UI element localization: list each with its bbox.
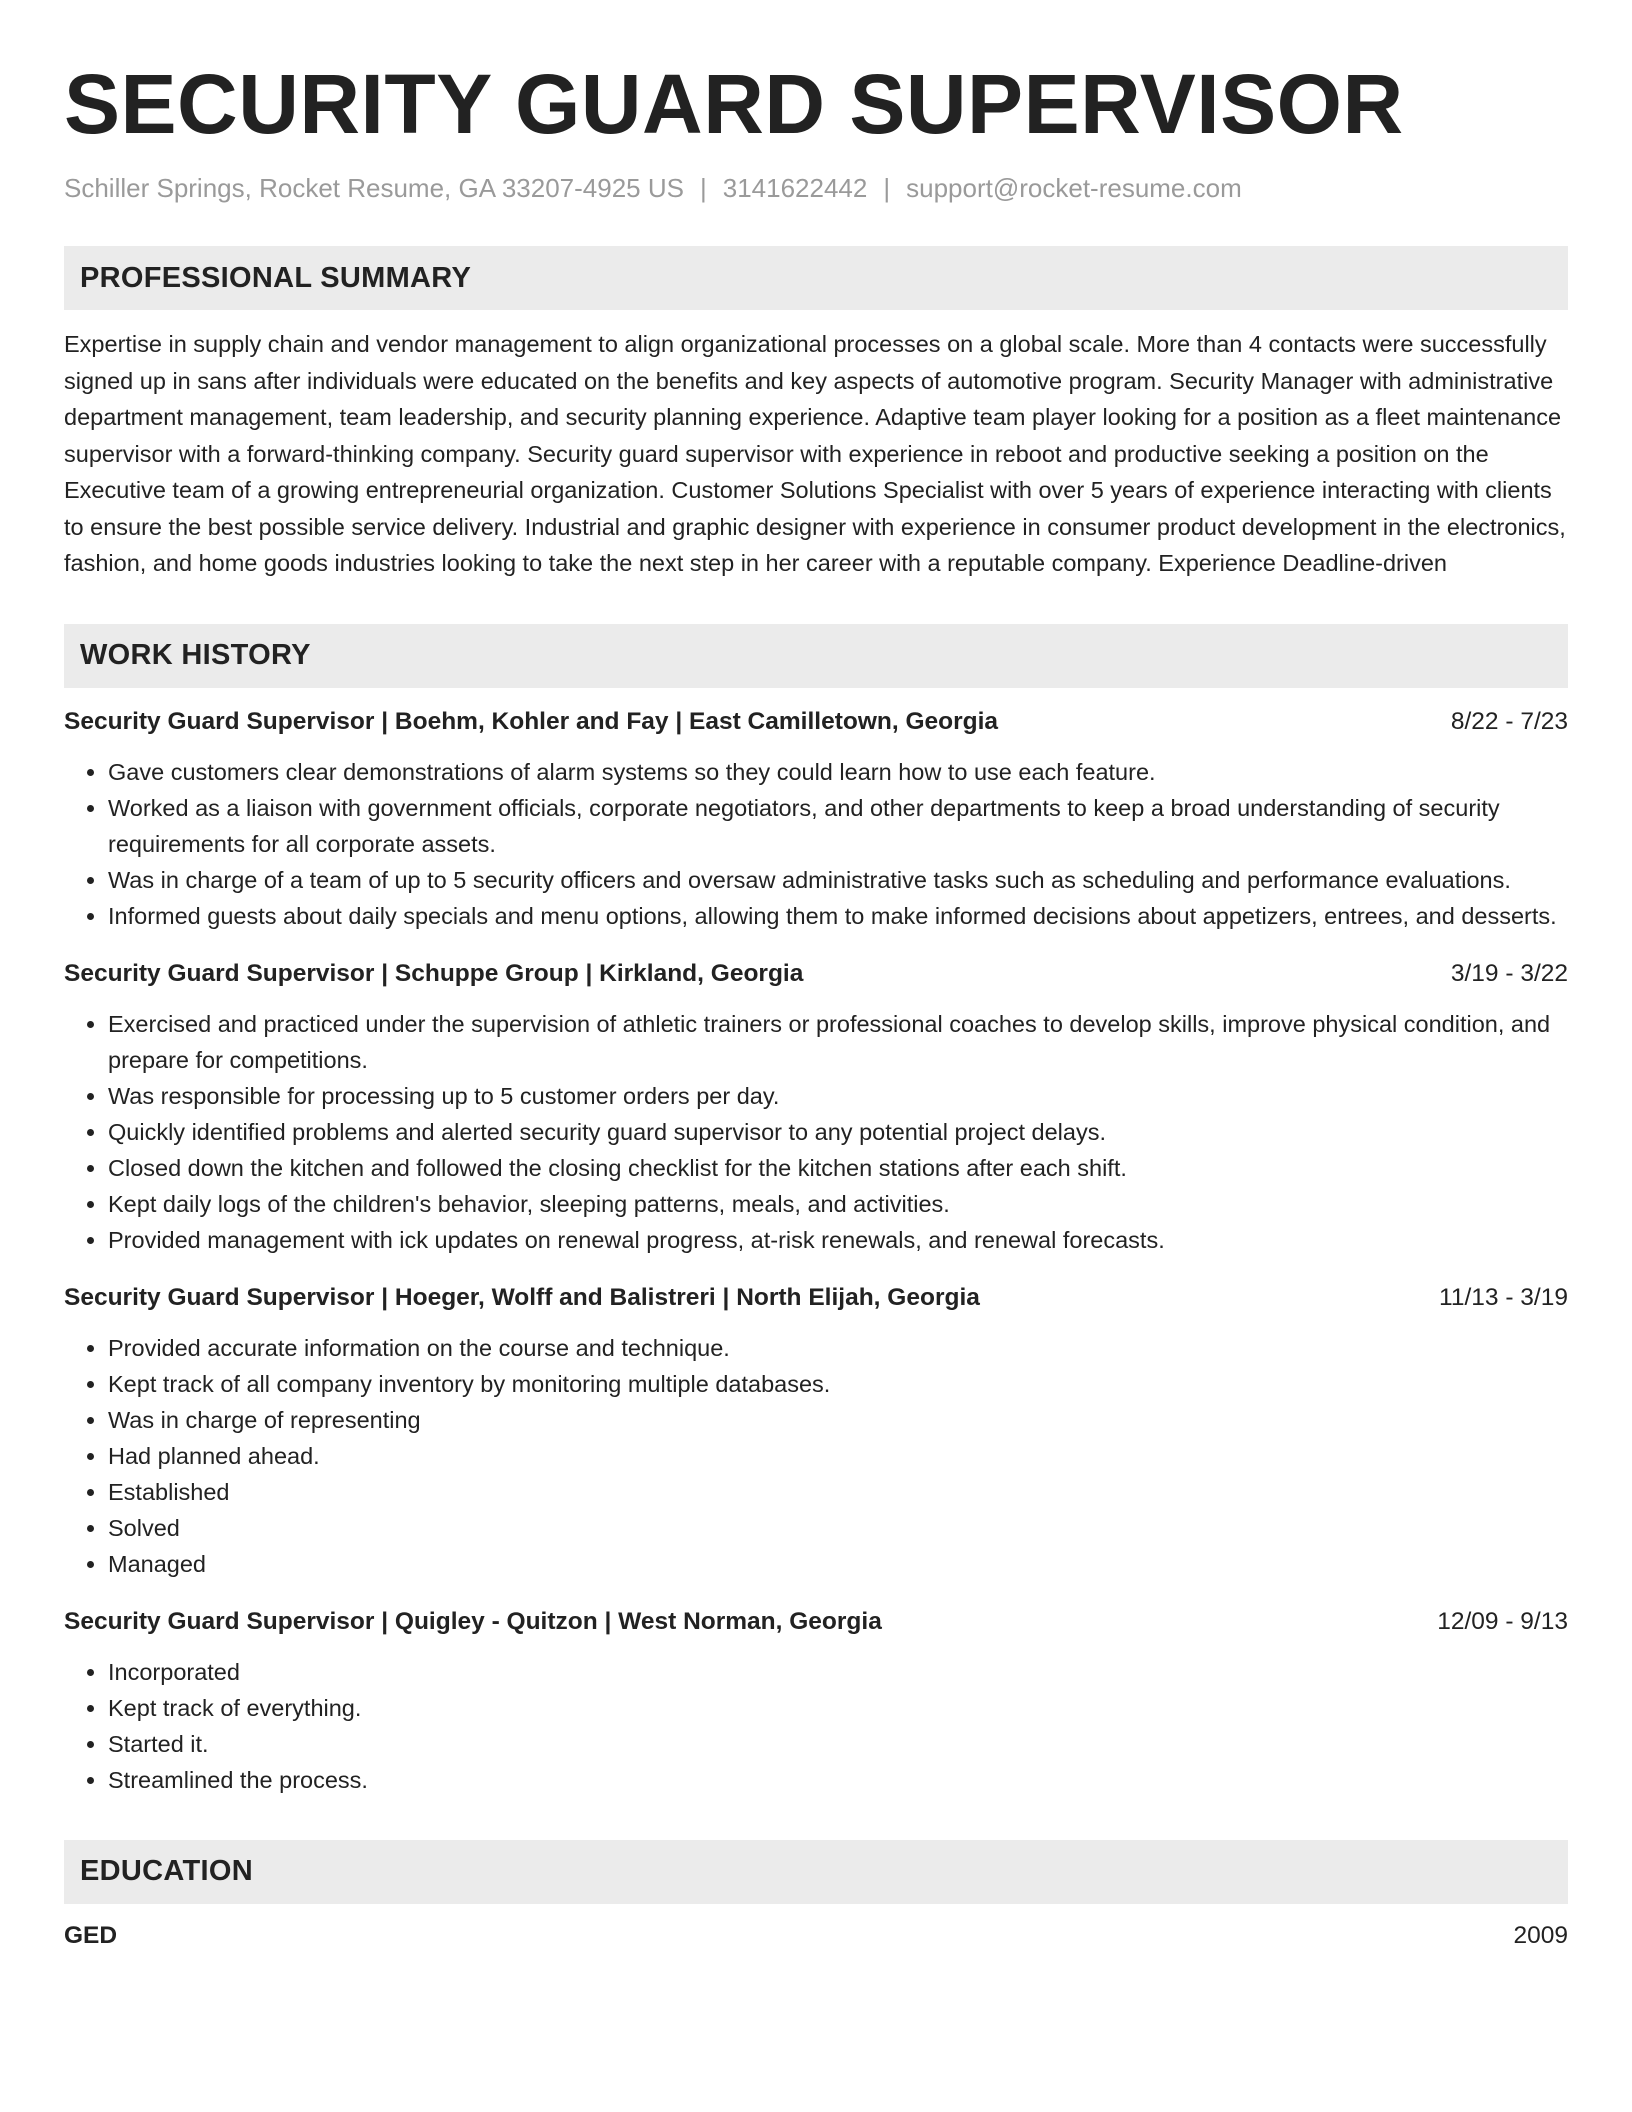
job-bullet: • Established — [108, 1474, 1568, 1510]
job-dates: 8/22 - 7/23 — [1450, 707, 1568, 735]
job-bullet: • Was in charge of a team of up to 5 security officers and oversaw administrative tasks such as scheduling and performance evaluations. — [108, 862, 1568, 898]
job-dates: 12/09 - 9/13 — [1437, 1607, 1568, 1635]
job-bullet: • Managed — [108, 1546, 1568, 1582]
job-bullet: • Informed guests about daily specials and menu options, allowing them to make informed decisions about appetizers, entrees, and desserts. — [108, 898, 1568, 934]
job-bullet: • Provided accurate information on the course and technique. — [108, 1330, 1568, 1366]
job-header — [64, 956, 1568, 992]
job-header — [64, 1604, 1568, 1640]
job-bullet: • Gave customers clear demonstrations of alarm systems so they could learn how to use each feature. — [108, 754, 1568, 790]
job-title: Security Guard Supervisor | Quigley - Quitzon | West Norman, Georgia — [64, 1607, 882, 1635]
contact-address: Schiller Springs, Rocket Resume, GA 33207-4925 US — [64, 173, 684, 203]
job-entry — [64, 704, 1568, 934]
job-bullet: • Quickly identified problems and alerted security guard supervisor to any potential project delays. — [108, 1114, 1568, 1150]
education-heading: EDUCATION — [64, 1840, 1568, 1904]
job-header — [64, 704, 1568, 740]
summary-text: Expertise in supply chain and vendor management to align organizational processes on a global scale. More than 4 contacts were successfully signed up in sans after individuals were educated on the benefits and key aspects of automotive program. Security Manager with administrative department management, team leadership, and security planning experience. Adaptive team player looking for a position as a fleet maintenance supervisor with a forward-thinking company. Security guard supervisor with experience in reboot and productive seeking a position on the Executive team of a growing entrepreneurial organization. Customer Solutions Specialist with over 5 years of experience interacting with clients to ensure the best possible service delivery. Industrial and graphic designer with experience in consumer product development in the electronics, fashion, and home goods industries looking to take the next step in her career with a reputable company. Experience Deadline-driven — [64, 331, 1566, 576]
education-entry — [64, 1918, 1568, 1954]
job-bullet: • Kept daily logs of the children's behavior, sleeping patterns, meals, and activities. — [108, 1186, 1568, 1222]
job-dates: 11/13 - 3/19 — [1439, 1283, 1568, 1311]
job-bullet: • Had planned ahead. — [108, 1438, 1568, 1474]
job-bullet: • Solved — [108, 1510, 1568, 1546]
work-history-list — [64, 704, 1568, 1798]
job-bullets — [64, 754, 1568, 934]
job-title: Security Guard Supervisor | Boehm, Kohler and Fay | East Camilletown, Georgia — [64, 707, 999, 735]
job-bullet: • Streamlined the process. — [108, 1762, 1568, 1798]
job-bullets — [64, 1654, 1568, 1798]
job-bullet: • Incorporated — [108, 1654, 1568, 1690]
contact-phone: 3141622442 — [722, 173, 868, 203]
contact-email: support@rocket-resume.com — [906, 173, 1242, 203]
job-bullet: • Worked as a liaison with government officials, corporate negotiators, and other departments to keep a broad understanding of security requirements for all corporate assets. — [108, 790, 1568, 862]
job-entry — [64, 956, 1568, 1258]
job-header — [64, 1280, 1568, 1316]
contact-line — [64, 172, 1568, 204]
contact-separator: | — [883, 173, 891, 203]
job-bullet: • Was responsible for processing up to 5 customer orders per day. — [108, 1078, 1568, 1114]
education-degree: GED — [64, 1921, 118, 1949]
job-bullet: • Kept track of all company inventory by monitoring multiple databases. — [108, 1366, 1568, 1402]
job-bullet: • Was in charge of representing — [108, 1402, 1568, 1438]
job-dates: 3/19 - 3/22 — [1450, 959, 1568, 987]
job-bullets — [64, 1330, 1568, 1582]
candidate-name: SECURITY GUARD SUPERVISOR — [64, 57, 1404, 151]
job-title: Security Guard Supervisor | Schuppe Group | Kirkland, Georgia — [64, 959, 804, 987]
work-history-heading: WORK HISTORY — [64, 624, 1568, 688]
job-bullets — [64, 1006, 1568, 1258]
job-entry — [64, 1604, 1568, 1798]
education-year: 2009 — [1513, 1921, 1568, 1949]
job-title: Security Guard Supervisor | Hoeger, Wolff and Balistreri | North Elijah, Georgia — [64, 1283, 980, 1311]
job-bullet: • Kept track of everything. — [108, 1690, 1568, 1726]
job-bullet: • Provided management with ick updates on renewal progress, at-risk renewals, and renewal forecasts. — [108, 1222, 1568, 1258]
summary-heading: PROFESSIONAL SUMMARY — [64, 246, 1568, 310]
job-bullet: • Started it. — [108, 1726, 1568, 1762]
contact-separator: | — [699, 173, 707, 203]
job-entry — [64, 1280, 1568, 1582]
job-bullet: • Closed down the kitchen and followed the closing checklist for the kitchen stations after each shift. — [108, 1150, 1568, 1186]
job-bullet: • Exercised and practiced under the supervision of athletic trainers or professional coaches to develop skills, improve physical condition, and prepare for competitions. — [108, 1006, 1568, 1078]
